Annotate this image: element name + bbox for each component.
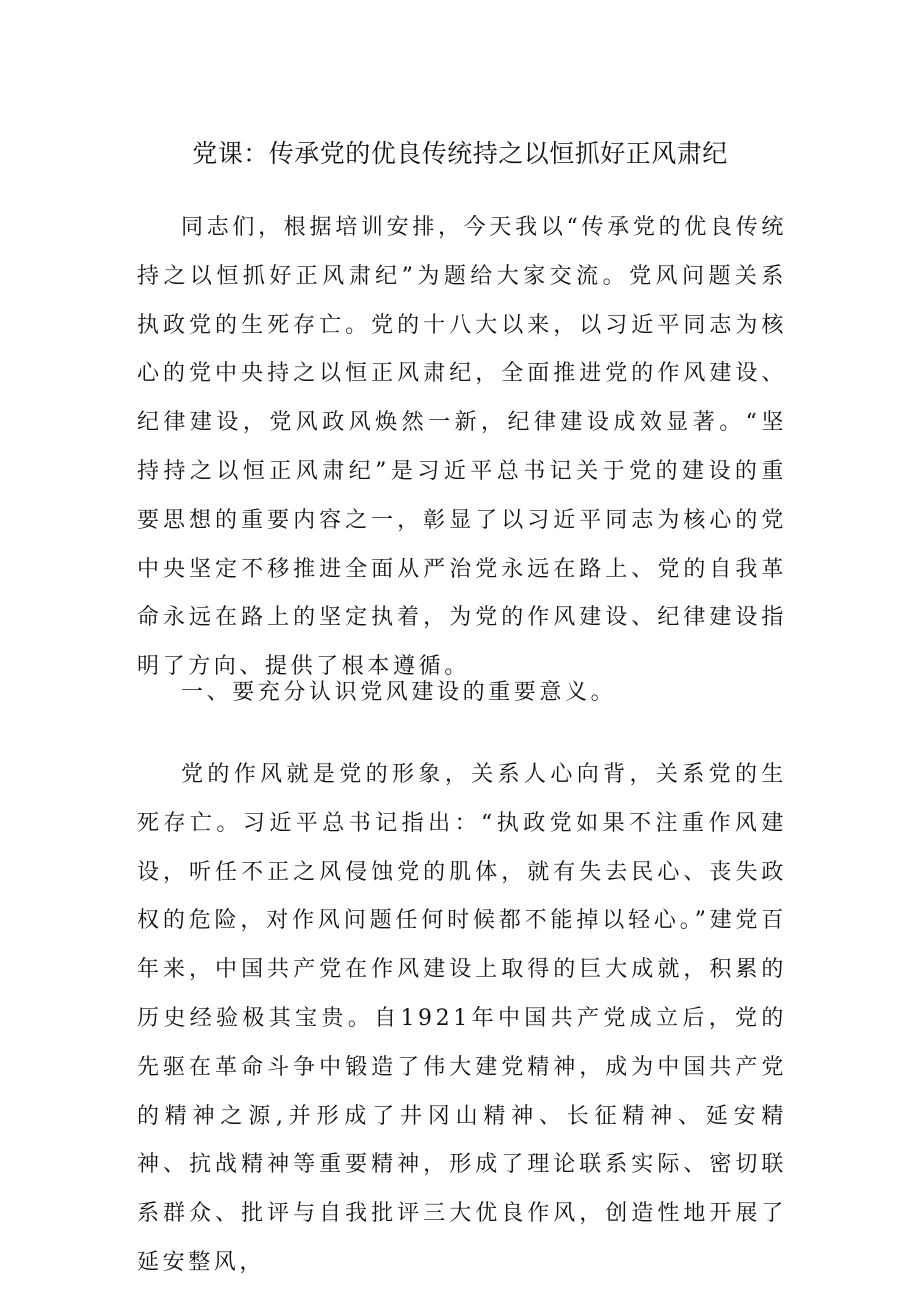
section-1-paragraph: 党的作风就是党的形象，关系人心向背，关系党的生死存亡。习近平总书记指出：“执政党如果不注重作风建设，听任不正之风侵蚀党的肌体，就有失去民心、丧失政权的危险，对作风问题任何时候都不能掉以轻心。”建党百年来，中国共产党在作风建设上取得的巨大成就，积累的历史经验极其宝贵。自1921年中国共产党成立后，党的先驱在革命斗争中锻造了伟大建党精神，成为中国共产党的精神之源,并形成了井冈山精神、长征精神、延安精神、抗战精神等重要精神，形成了理论联系实际、密切联系群众、批评与自我批评三大优良作风，创造性地开展了延安整风，	[137, 762, 787, 1275]
document-title: 党课：传承党的优良传统持之以恒抓好正风肃纪	[192, 139, 728, 168]
section-heading-1: 一、要充分认识党风建设的重要意义。	[181, 680, 617, 705]
intro-paragraph: 同志们，根据培训安排，今天我以“传承党的优良传统持之以恒抓好正风肃纪”为题给大家交流。党风问题关系执政党的生死存亡。党的十八大以来，以习近平同志为核心的党中央持之以恒正风肃纪，全面推进党的作风建设、纪律建设，党风政风焕然一新，纪律建设成效显著。“坚持持之以恒正风肃纪”是习近平总书记关于党的建设的重要思想的重要内容之一，彰显了以习近平同志为核心的党中央坚定不移推进全面从严治党永远在路上、党的自我革命永远在路上的坚定执着，为党的作风建设、纪律建设指明了方向、提供了根本遵循。	[137, 215, 787, 680]
